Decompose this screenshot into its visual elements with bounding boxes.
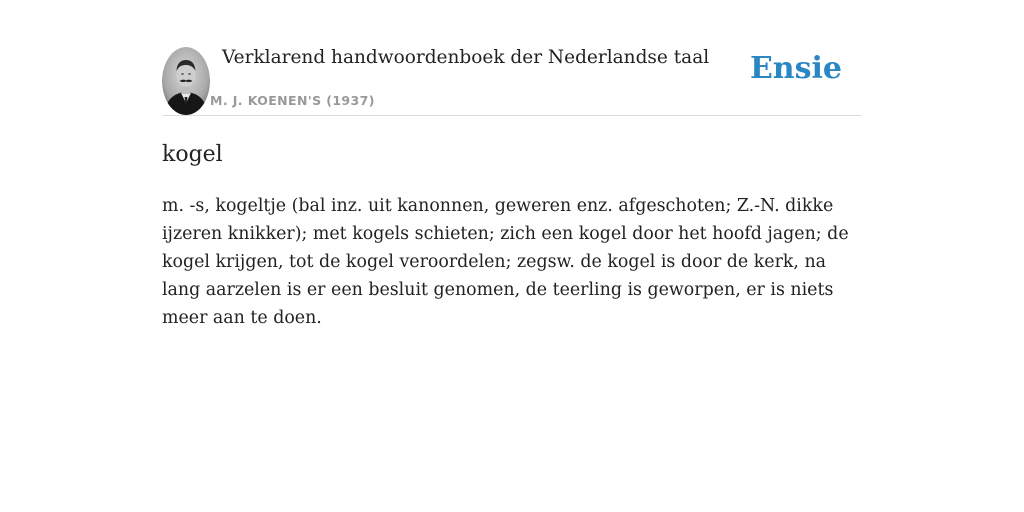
book-subtitle: M. J. KOENEN'S (1937) [210,93,375,108]
author-portrait-icon [162,47,210,115]
page [162,0,862,512]
book-title: Verklarend handwoordenboek der Nederlandse taal [222,47,710,68]
source-header [162,0,862,116]
ensie-logo-link[interactable]: Ensie [749,51,842,86]
entry-definition: m. -s, kogeltje (bal inz. uit kanonnen, geweren enz. afgeschoten; Z.-N. dikke ijzeren knikker); met kogels schieten; zich een kogel door het hoofd jagen; de kogel krijgen, tot de kogel veroordelen; zegsw. de kogel is door de kerk, na lang aarzelen is er een besluit genomen, de teerling is geworpen, er is niets meer aan te doen. [162,196,849,328]
entry-headword: kogel [162,142,223,167]
